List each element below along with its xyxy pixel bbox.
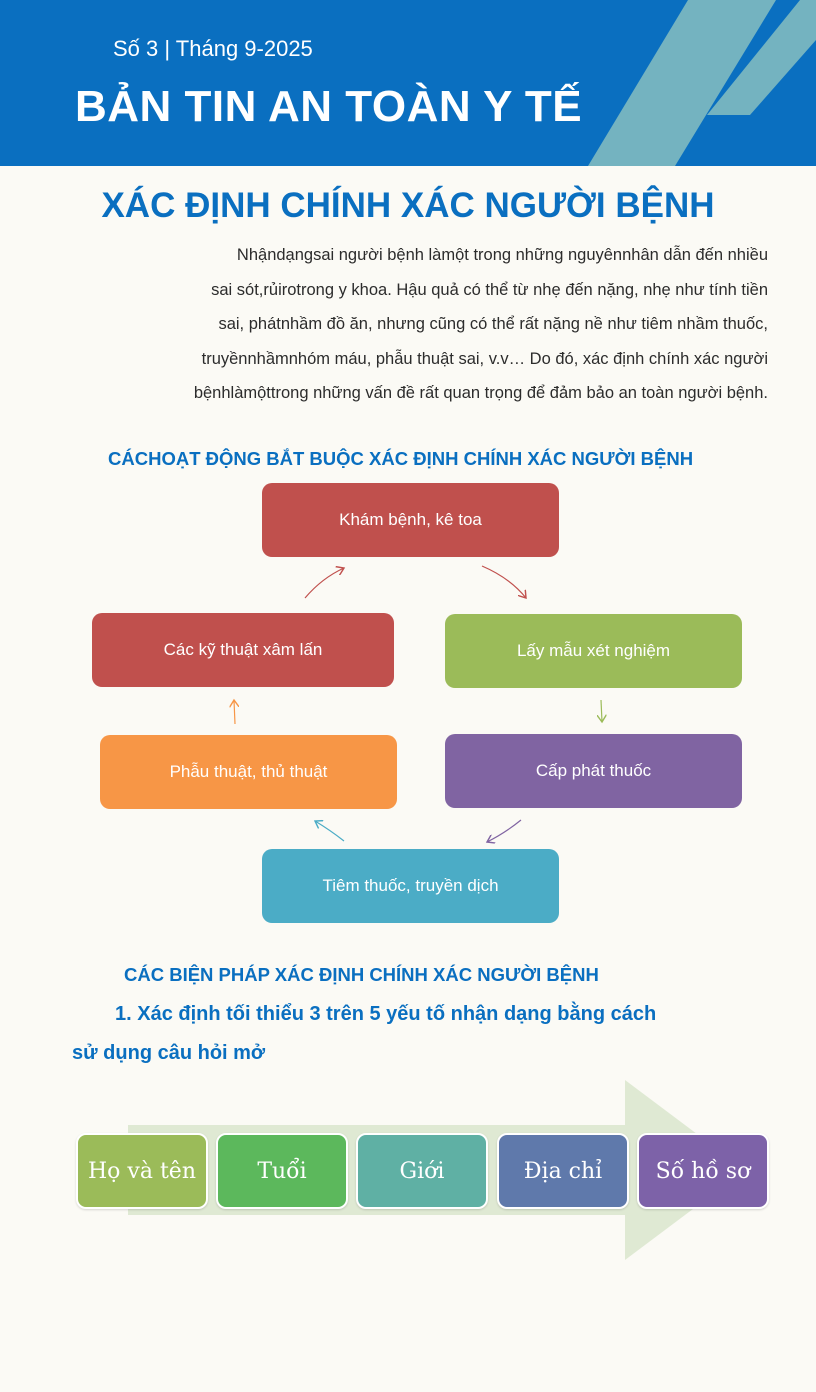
main-heading: XÁC ĐỊNH CHÍNH XÁC NGƯỜI BỆNH (101, 186, 715, 225)
factor-address: Địa chỉ (497, 1133, 629, 1209)
measure-1-line-2: sử dụng câu hỏi mở (72, 1042, 266, 1064)
measures-heading: CÁC BIỆN PHÁP XÁC ĐỊNH CHÍNH XÁC NGƯỜI BỆNH (124, 964, 599, 985)
activity-invasive-techniques: Các kỹ thuật xâm lấn (92, 613, 394, 687)
issue-label: Số 3 | Tháng 9-2025 (113, 36, 313, 61)
newsletter-title: BẢN TIN AN TOÀN Y TẾ (75, 82, 583, 131)
intro-line: sai sót,rủirotrong y khoa. Hậu quả có thể từ nhẹ đến nặng, nhẹ như tính tiền (211, 280, 768, 299)
activity-injection-infusion: Tiêm thuốc, truyền dịch (262, 849, 559, 923)
activity-exam-prescription: Khám bệnh, kê toa (262, 483, 559, 557)
activity-lab-sampling: Lấy mẫu xét nghiệm (445, 614, 742, 688)
factor-gender: Giới (356, 1133, 488, 1209)
factor-age: Tuổi (216, 1133, 348, 1209)
measure-1-line-1: 1. Xác định tối thiểu 3 trên 5 yếu tố nhận dạng bằng cách (115, 1003, 657, 1025)
activities-heading: CÁCHOẠT ĐỘNG BẮT BUỘC XÁC ĐỊNH CHÍNH XÁC NGƯỜI BỆNH (108, 448, 694, 469)
intro-line: sai, phátnhầm đồ ăn, nhưng cũng có thể rất nặng nề như tiêm nhầm thuốc, (218, 315, 768, 333)
activity-surgery-procedure: Phẫu thuật, thủ thuật (100, 735, 397, 809)
intro-line: Nhậndạngsai người bệnh làmột trong những nguyênnhân dẫn đến nhiều (236, 246, 768, 264)
activity-medicine-dispensing: Cấp phát thuốc (445, 734, 742, 808)
intro-line: bệnhlàmộttrong những vấn đề rất quan trọng để đảm bảo an toàn người bệnh. (193, 384, 768, 402)
intro-line: truyềnnhầmnhóm máu, phẫu thuật sai, v.v… Do đó, xác định chính xác người (201, 349, 768, 368)
factor-full-name: Họ và tên (76, 1133, 208, 1209)
factor-record-number: Số hồ sơ (637, 1133, 769, 1209)
